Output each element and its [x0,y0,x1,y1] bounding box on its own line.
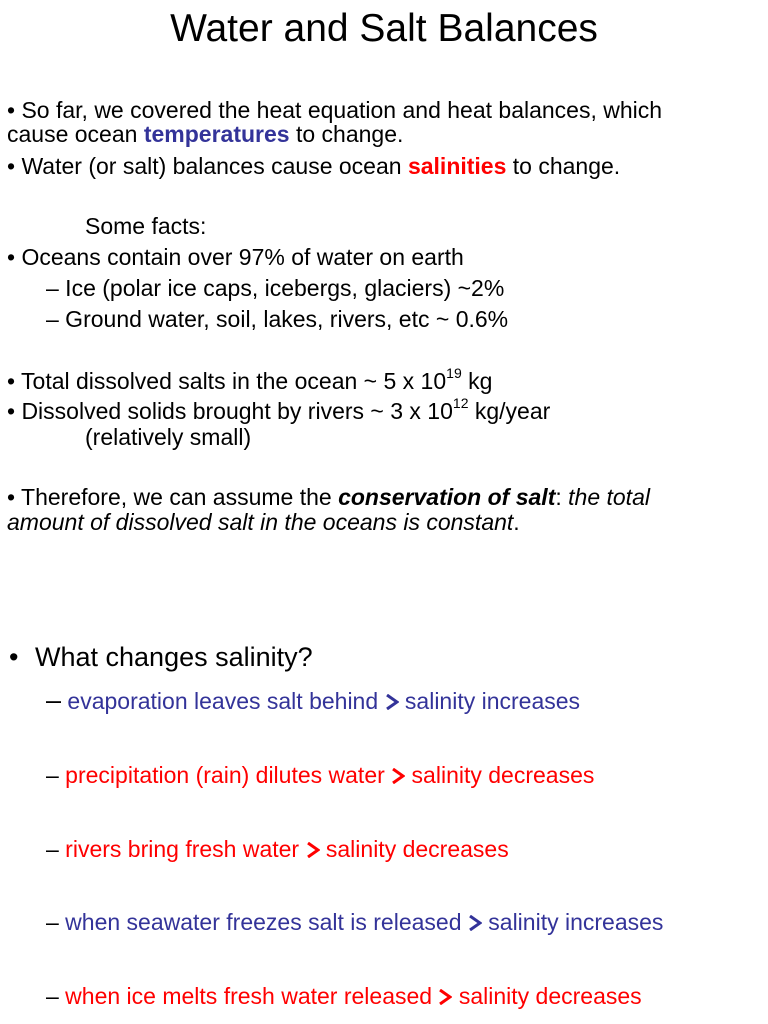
change-result-text: salinity increases [398,688,581,714]
total-salts-text: • Total dissolved salts in the ocean ~ 5 x 10 [7,368,447,394]
intro-line-2-pre: cause ocean [7,121,144,147]
change-result-text: salinity decreases [405,762,595,788]
change-result-text: salinity increases [481,909,664,935]
right-arrow-icon [385,689,399,716]
temperatures-keyword: temperatures [143,121,290,147]
question-heading: What changes salinity? [35,642,313,672]
list-dash: – [46,909,59,935]
change-cause-text: when ice melts fresh water released [58,983,439,1009]
right-arrow-icon [438,984,452,1011]
list-item [46,983,642,1011]
list-dash: – [46,983,59,1009]
conservation-term: conservation of salt [338,484,556,510]
list-dash: – [46,685,62,715]
conservation-line-2 [7,509,520,536]
fact-ice: – Ice (polar ice caps, icebergs, glaciers) ~2% [46,275,505,301]
page-title: Water and Salt Balances [170,7,598,50]
change-cause-text: precipitation (rain) dilutes water [58,762,392,788]
intro-line-3 [7,153,620,180]
list-item [46,909,663,937]
fact-river-solids [7,395,551,425]
question-bullet: • [9,642,19,672]
total-salts-exponent: 19 [446,365,462,382]
right-arrow-icon [391,763,405,790]
conservation-colon: : [555,484,569,510]
change-cause-text: rivers bring fresh water [58,836,306,862]
list-dash: – [46,762,59,788]
fact-total-salts [7,365,493,395]
intro-line-2 [7,121,403,148]
change-cause-text: when seawater freezes salt is released [58,909,468,935]
change-result-text: salinity decreases [319,836,509,862]
list-dash: – [46,836,59,862]
salinities-keyword: salinities [407,153,507,179]
fact-oceans: • Oceans contain over 97% of water on earth [7,244,464,270]
river-solids-exponent: 12 [452,395,469,412]
list-item [46,762,594,790]
facts-heading: Some facts: [85,213,207,239]
right-arrow-icon [468,910,482,937]
intro-line-3-pre: • Water (or salt) balances cause ocean [7,153,408,179]
conservation-line-1 [7,484,650,511]
river-solids-text: • Dissolved solids brought by rivers ~ 3 x 10 [7,398,453,424]
intro-line-3-post: to change. [506,153,621,179]
river-solids-note: (relatively small) [85,424,252,450]
list-item [46,687,580,716]
intro-line-2-post: to change. [289,121,404,147]
conservation-italic-2: amount of dissolved salt in the oceans is constant [7,509,514,535]
change-cause-text: evaporation leaves salt behind [61,688,385,714]
change-result-text: salinity decreases [452,983,642,1009]
fact-ground-water: – Ground water, soil, lakes, rivers, etc ~ 0.6% [46,306,509,332]
right-arrow-icon [306,837,320,864]
conservation-period: . [513,509,520,535]
list-item [46,836,509,864]
total-salts-unit: kg [461,368,493,394]
conservation-italic-1: the total [568,484,650,510]
river-solids-unit: kg/year [468,398,551,424]
conservation-pre: • Therefore, we can assume the [7,484,339,510]
intro-line-1: • So far, we covered the heat equation and heat balances, which [7,97,663,123]
